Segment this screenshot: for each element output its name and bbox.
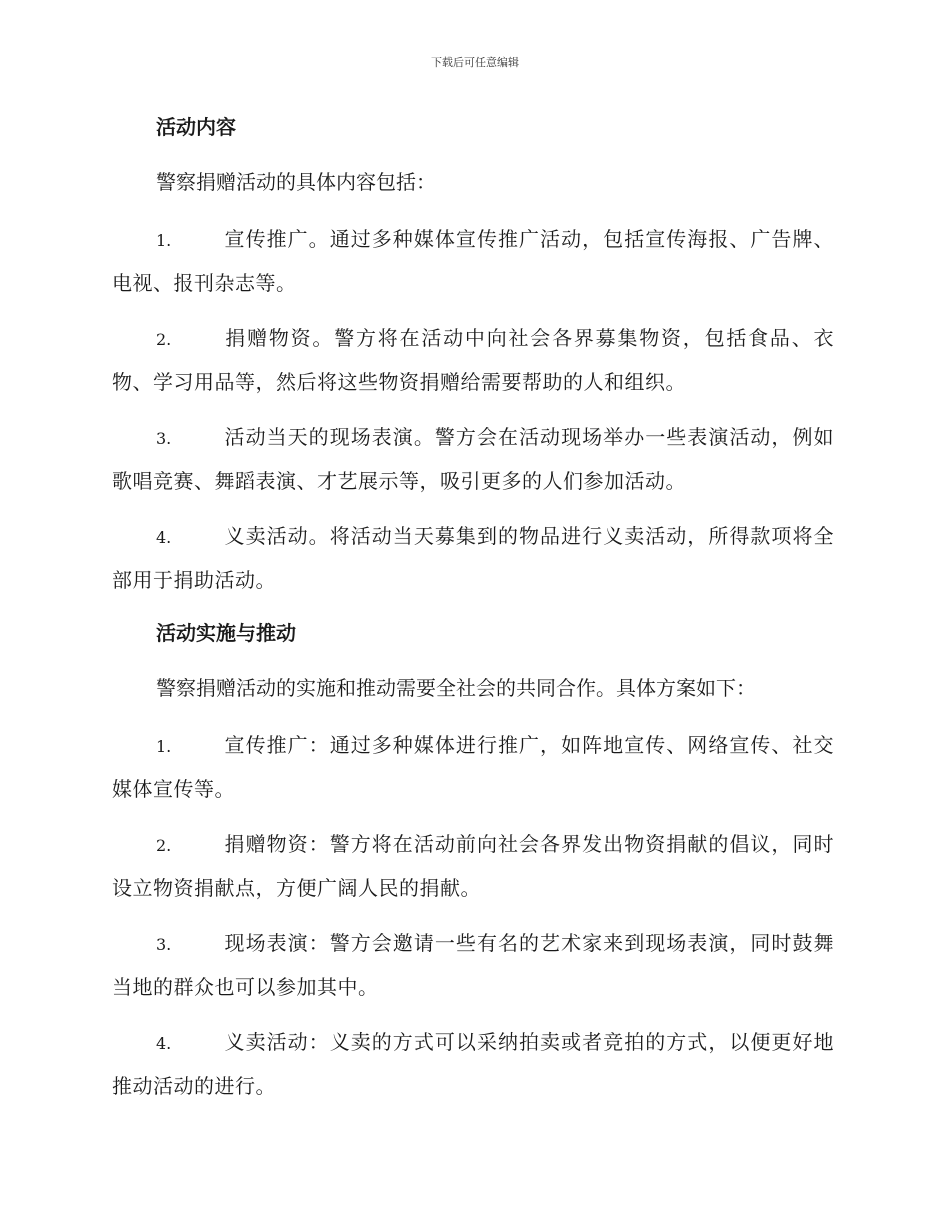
section-heading-implementation: 活动实施与推动 [156, 621, 296, 645]
list-item-text: 宣传推广。通过多种媒体宣传推广活动，包括宣传海报、广告牌、电视、报刊杂志等。 [112, 227, 834, 295]
list-item-text: 宣传推广：通过多种媒体进行推广，如阵地宣传、网络宣传、社交媒体宣传等。 [112, 733, 834, 801]
list-item-text: 义卖活动。将活动当天募集到的物品进行义卖活动，所得款项将全部用于捐助活动。 [112, 524, 834, 592]
section-heading-content: 活动内容 [156, 115, 236, 139]
list-item-number: 1. [156, 737, 172, 756]
list-item-number: 1. [156, 231, 172, 250]
list-item [112, 416, 834, 502]
list-item-text: 义卖活动：义卖的方式可以采纳拍卖或者竞拍的方式，以便更好地推动活动的进行。 [112, 1030, 834, 1098]
list-item-text: 活动当天的现场表演。警方会在活动现场举办一些表演活动，例如歌唱竞赛、舞蹈表演、才艺展示等，吸引更多的人们参加活动。 [112, 425, 834, 493]
list-item-number: 3. [156, 935, 172, 954]
list-item-text: 捐赠物资。警方将在活动中向社会各界募集物资，包括食品、衣物、学习用品等，然后将这些物资捐赠给需要帮助的人和组织。 [112, 326, 834, 394]
list-item-number: 4. [156, 1034, 172, 1053]
list-item [112, 218, 834, 304]
list-item [112, 1021, 834, 1107]
document-body [112, 108, 834, 1120]
list-item-text: 现场表演：警方会邀请一些有名的艺术家来到现场表演，同时鼓舞当地的群众也可以参加其中。 [112, 931, 834, 999]
list-item [112, 823, 834, 909]
list-item-text: 捐赠物资：警方将在活动前向社会各界发出物资捐献的倡议，同时设立物资捐献点，方便广阔人民的捐献。 [112, 832, 834, 900]
list-item-number: 2. [156, 330, 172, 349]
section-intro-content: 警察捐赠活动的具体内容包括： [156, 170, 436, 194]
section-intro-implementation: 警察捐赠活动的实施和推动需要全社会的共同合作。具体方案如下： [156, 676, 756, 700]
list-item [112, 922, 834, 1008]
list-item-number: 4. [156, 528, 172, 547]
list-item [112, 724, 834, 810]
page-header: 下载后可任意编辑 [431, 56, 519, 69]
list-item-number: 3. [156, 429, 172, 448]
list-item [112, 515, 834, 601]
list-item [112, 317, 834, 403]
list-item-number: 2. [156, 836, 172, 855]
